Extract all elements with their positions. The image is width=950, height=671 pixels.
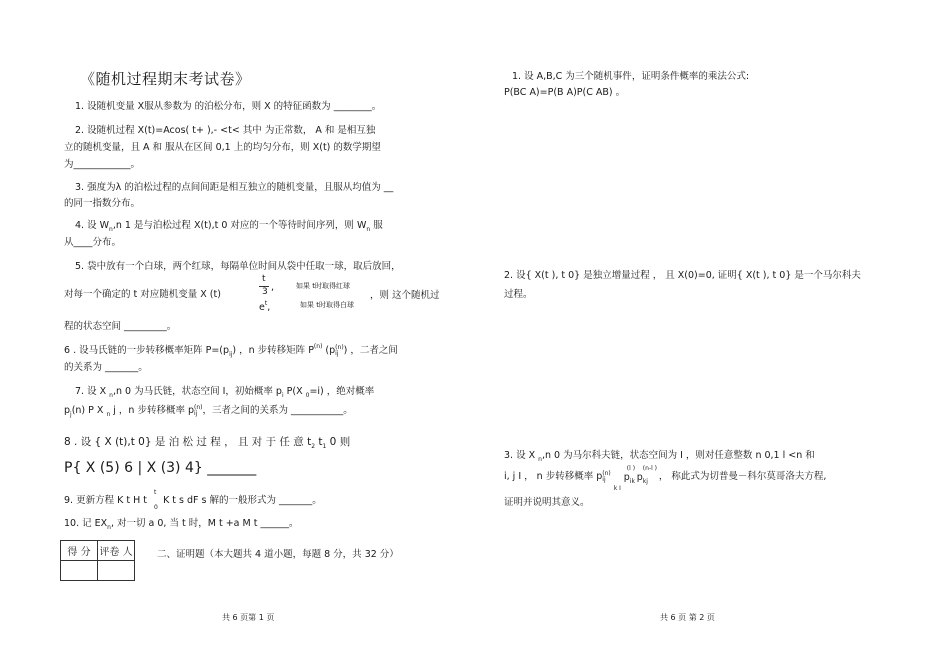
question-10: 10. 记 $EX_n$, 对一切 a 0, 当 t 时，M t +a M t ______。 [64, 518, 299, 531]
proof-1-line-1: 1. 设 A,B,C 为三个随机事件，证明条件概率的乘法公式: [512, 71, 750, 82]
question-5-line-1: 5. 袋中放有一个白球，两个红球，每隔单位时间从袋中任取一球，取后放回， [75, 261, 401, 272]
grader-cell[interactable] [98, 561, 135, 581]
condition-white-ball: 如果 t时取得白球 [300, 301, 354, 309]
proof-2-line-2: 过程。 [504, 289, 533, 300]
question-5-line-2b: ，则 这个随机过 [370, 290, 440, 301]
question-3-line-1: 3. 强度为λ 的泊松过程的点间间距是相互独立的随机变量，且服从均值为 __ [75, 182, 394, 193]
section-2-heading: 二、证明题（本大题共 4 道小题，每题 8 分，共 32 分） [157, 549, 399, 560]
fraction-comma: , [271, 282, 275, 293]
fraction-numerator: t [262, 274, 266, 284]
question-4-line-2: 从____分布。 [64, 237, 122, 248]
score-header: 得 分 [61, 541, 98, 561]
question-8-line-1: 8 . 设 { X (t),t 0} 是 泊 松 过 程 ， 且 对 于 任 意 $t_2$ $t_1$ 0 则 [64, 436, 351, 450]
score-table [60, 540, 135, 581]
question-6-line-1: 6 . 设马氏链的一步转移概率矩阵 $P=(p_{ij})$ ，n 步转移矩阵 $P^{(n)}$ (p (n) ij ) ，二者之间 [64, 343, 398, 358]
score-cell[interactable] [61, 561, 98, 581]
question-8-line-2: P{ X (5) 6 | X (3) 4} _______ [64, 460, 257, 476]
proof-2-line-1: 2. 设{ X(t ), t 0} 是独立增量过程 ， 且 X(0)=0, 证明{ X(t ), t 0} 是一个马尔科夫 [504, 270, 861, 281]
proof-3-line-2: i, j I ， n 步转移概率 p (n) ij (l ) p ik p (n-l ) kj k I ， 称此式为切普曼－科尔莫哥洛夫方程, [504, 464, 827, 492]
question-7-line-1: 7. 设 X $_n$,n 0 为马氏链，状态空间 I，初始概率 $p_i$ P(X $_0$=i) ，绝对概率 [75, 386, 375, 399]
proof-3-line-3: 证明并说明其意义。 [504, 497, 590, 508]
condition-red-ball: 如果 t时取得红球 [296, 282, 350, 290]
question-4-line-1: 4. 设 $W_n,n$ 1 是与泊松过程 X(t),t 0 对应的一个等待时间序列，则 $W_n$ 服 [75, 220, 383, 233]
question-7-line-2: $p_j(n)$ P X $_n$ j ，n 步转移概率 p (n) ij ，三者之间的关系为 ___________。 [64, 403, 353, 418]
exp-e: $e^t$, [259, 300, 271, 313]
question-2-line-1: 2. 设随机过程 X(t)=Acos( t+ ),- <t< 其中 为正常数， A 和 是相互独 [75, 125, 376, 136]
question-1: 1. 设随机变量 X服从参数为 的泊松分布，则 X 的特征函数为 ________。 [75, 101, 382, 112]
page-footer-1: 共 6 页第 1 页 [222, 613, 275, 622]
fraction-denominator: 3 [262, 287, 268, 297]
question-2-line-2: 立的随机变量，且 A 和 服从在区间 0,1 上的均匀分布，则 X(t) 的数学期望 [64, 142, 381, 153]
page-footer-2: 共 6 页 第 2 页 [660, 613, 715, 622]
question-6-line-2: 的关系为 _______。 [64, 362, 148, 373]
proof-1-line-2: P(BC A)=P(B A)P(C AB) 。 [504, 87, 626, 98]
grader-header: 评卷 人 [98, 541, 135, 561]
proof-3-line-1: 3. 设 X $_n$,n 0 为马尔科夫链，状态空间为 I ，则对任意整数 n 0,1 l <n 和 [504, 450, 815, 463]
question-5-line-3: 程的状态空间 _________。 [64, 321, 177, 332]
exam-title: 《随机过程期末考试卷》 [80, 70, 251, 88]
question-2-line-3: 为____________。 [64, 159, 141, 170]
question-5-line-2a: 对每一个确定的 t 对应随机变量 X (t) [64, 289, 221, 300]
question-9: 9. 更新方程 K t H t t 0 K t s dF s 解的一般形式为 _______。 [64, 488, 322, 511]
question-3-line-2: 的同一指数分布。 [64, 198, 141, 209]
